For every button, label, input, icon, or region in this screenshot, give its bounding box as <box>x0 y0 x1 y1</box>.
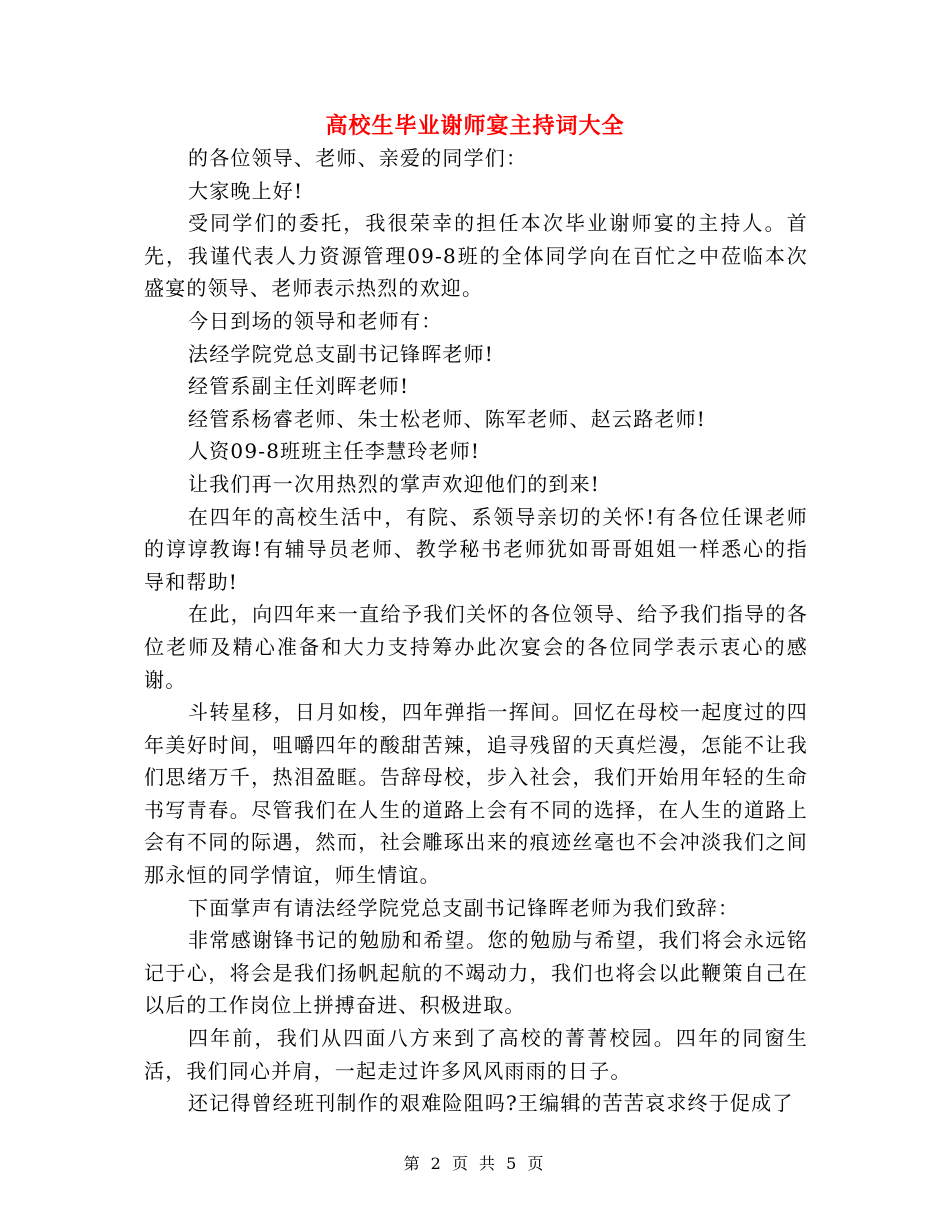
paragraph-greeting: 大家晚上好! <box>188 178 304 203</box>
paragraph-welcome: 让我们再一次用热烈的掌声欢迎他们的到来! <box>188 471 601 496</box>
paragraph-class-magazine: 还记得曾经班刊制作的艰难险阻吗?王编辑的苦苦哀求终于促成了 <box>188 1091 794 1116</box>
paragraph-attendee: 经管系杨睿老师、朱士松老师、陈军老师、赵云路老师! <box>188 406 707 431</box>
document-body <box>144 142 808 1120</box>
paragraph-speech-invite: 下面掌声有请法经学院党总支副书记锋晖老师为我们致辞： <box>188 895 740 920</box>
paragraph-university-life: 在四年的高校生活中，有院、系领导亲切的关怀!有各位任课老师的谆谆教诲!有辅导员老师、教学秘书老师犹如哥哥姐姐一样悉心的指导和帮助! <box>144 504 808 594</box>
paragraph-intro: 受同学们的委托，我很荣幸的担任本次毕业谢师宴的主持人。首先，我谨代表人力资源管理09-8班的全体同学向在百忙之中莅临本次盛宴的领导、老师表示热烈的欢迎。 <box>144 211 808 301</box>
paragraph-attendee: 经管系副主任刘晖老师! <box>188 374 410 399</box>
paragraph-attendees-heading: 今日到场的领导和老师有： <box>188 308 443 333</box>
paragraph-attendee: 法经学院党总支副书记锋晖老师! <box>188 341 495 366</box>
paragraph-memories: 斗转星移，日月如梭，四年弹指一挥间。回忆在母校一起度过的四年美好时间，咀嚼四年的酸甜苦辣，追寻残留的天真烂漫，怎能不让我们思绪万千，热泪盈眶。告辞母校，步入社会，我们开始用年轻的生命书写青春。尽管我们在人生的道路上会有不同的选择，在人生的道路上会有不同的际遇，然而，社会雕琢出来的痕迹丝毫也不会冲淡我们之间那永恒的同学情谊，师生情谊。 <box>144 700 808 888</box>
paragraph-thanks: 在此，向四年来一直给予我们关怀的各位领导、给予我们指导的各位老师及精心准备和大力支持筹办此次宴会的各位同学表示衷心的感谢。 <box>144 602 808 692</box>
paragraph-speech-response: 非常感谢锋书记的勉励和希望。您的勉励与希望，我们将会永远铭记于心，将会是我们扬帆起航的不竭动力，我们也将会以此鞭策自己在以后的工作岗位上拼搏奋进、积极进取。 <box>144 928 808 1018</box>
page-number-footer: 第 2 页 共 5 页 <box>403 1154 547 1173</box>
document-title: 高校生毕业谢师宴主持词大全 <box>325 113 625 139</box>
paragraph-salutation: 的各位领导、老师、亲爱的同学们： <box>188 146 528 170</box>
paragraph-four-years-ago: 四年前，我们从四面八方来到了高校的菁菁校园。四年的同窗生活，我们同心并肩，一起走过许多风风雨雨的日子。 <box>144 1026 808 1083</box>
paragraph-attendee: 人资09-8班班主任李慧玲老师! <box>188 439 481 464</box>
